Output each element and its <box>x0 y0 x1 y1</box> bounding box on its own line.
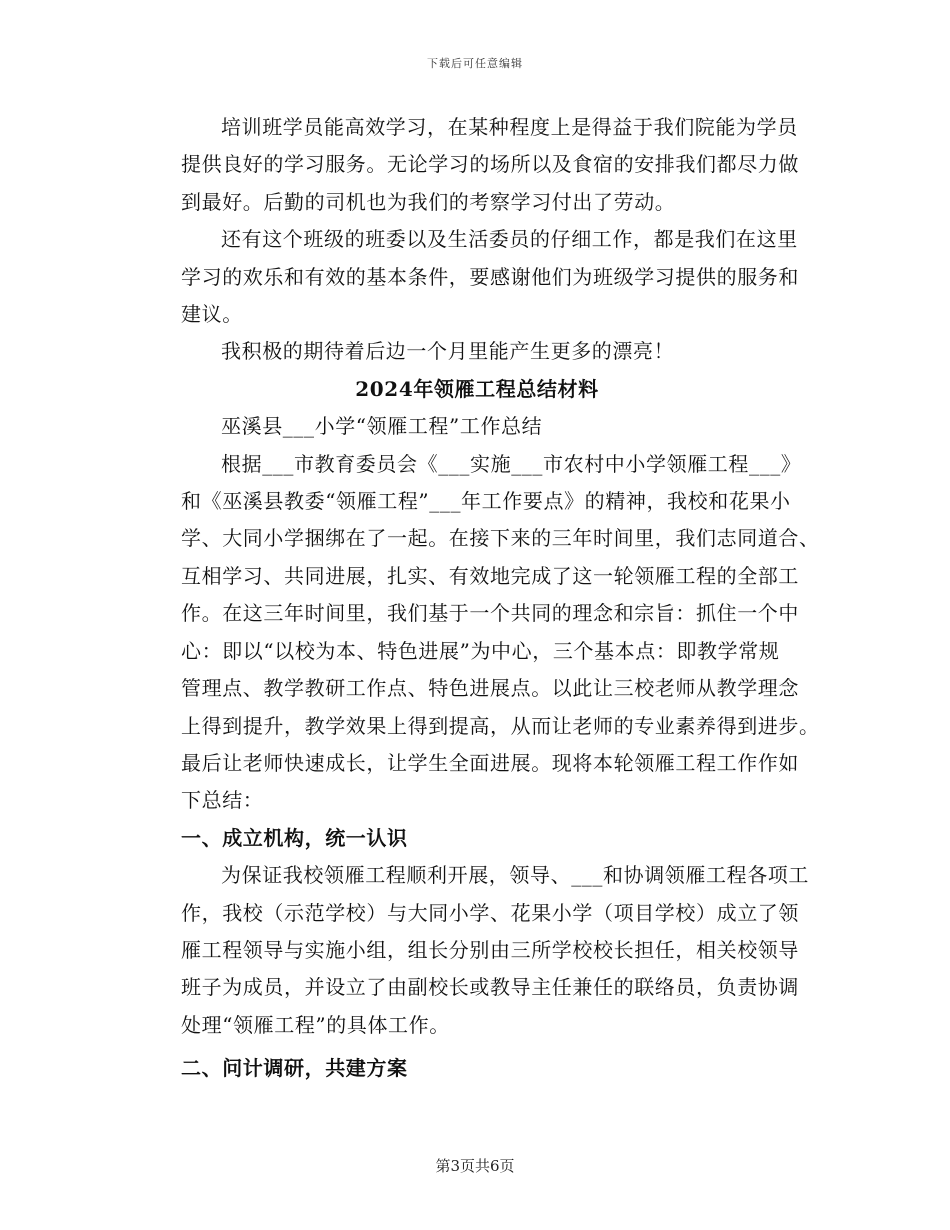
text-line: 最后让老师快速成长，让学生全面进展。现将本轮领雁工程工作作如 <box>181 750 799 775</box>
text-line: 还有这个班级的班委以及生活委员的仔细工作，都是我们在这里 <box>221 227 798 252</box>
section-heading-2: 二、问计调研，共建方案 <box>181 1056 408 1081</box>
text-line: 互相学习、共同进展，扎实、有效地完成了这一轮领雁工程的全部工 <box>181 563 799 588</box>
text-line: 和《巫溪县教委“领雁工程”___年工作要点》的精神，我校和花果小 <box>181 489 791 514</box>
text-line: 根据___市教育委员会《___实施___市农村中小学领雁工程___》 <box>221 451 802 476</box>
text-line: 巫溪县___小学“领雁工程”工作总结 <box>221 414 543 439</box>
text-line: 处理“领雁工程”的具体工作。 <box>181 1012 450 1037</box>
paragraph-logistics <box>141 109 813 221</box>
text-line: 学习的欢乐和有效的基本条件，要感谢他们为班级学习提供的服务和 <box>181 264 799 289</box>
text-line: 班子为成员，并设立了由副校长或教导主任兼任的联络员，负责协调 <box>181 975 799 1000</box>
paragraph-class-committee <box>141 221 813 333</box>
paragraph-intro <box>141 446 820 820</box>
text-line: 心：即以“以校为本、特色进展”为中心，三个基本点：即教学常规 <box>181 638 780 663</box>
text-line: 到最好。后勤的司机也为我们的考察学习付出了劳动。 <box>181 189 676 214</box>
text-line: 建议。 <box>181 302 243 327</box>
text-line: 学、大同小学捆绑在了一起。在接下来的三年时间里，我们志同道合、 <box>181 526 820 551</box>
page-header-note: 下载后可任意编辑 <box>427 57 523 70</box>
text-line: 培训班学员能高效学习，在某种程度上是得益于我们院能为学员 <box>221 115 798 139</box>
text-line: 管理点、教学教研工作点、特色进展点。以此让三校老师从教学理念 <box>181 676 799 701</box>
text-line: 提供良好的学习服务。无论学习的场所以及食宿的安排我们都尽力做 <box>181 152 799 177</box>
section-heading-1: 一、成立机构，统一认识 <box>181 825 408 850</box>
text-line: 作，我校（示范学校）与大同小学、花果小学（项目学校）成立了领 <box>181 900 799 925</box>
page-number: 第3页共6页 <box>435 1157 515 1175</box>
text-line: 下总结： <box>181 788 264 813</box>
paragraph-organization <box>141 857 813 1044</box>
text-line: 为保证我校领雁工程顺利开展，领导、___和协调领雁工程各项工 <box>221 863 809 888</box>
paragraph-expectation <box>141 333 813 370</box>
document-title: 2024年领雁工程总结材料 <box>355 376 599 401</box>
text-line: 我积极的期待着后边一个月里能产生更多的漂亮！ <box>221 339 675 364</box>
text-line: 上得到提升，教学效果上得到提高，从而让老师的专业素养得到进步。 <box>181 713 820 738</box>
text-line: 雁工程领导与实施小组，组长分别由三所学校校长担任，相关校领导 <box>181 937 799 962</box>
paragraph-subtitle <box>141 408 813 445</box>
text-line: 作。在这三年时间里，我们基于一个共同的理念和宗旨：抓住一个中 <box>181 601 799 626</box>
document-body <box>141 109 820 1088</box>
